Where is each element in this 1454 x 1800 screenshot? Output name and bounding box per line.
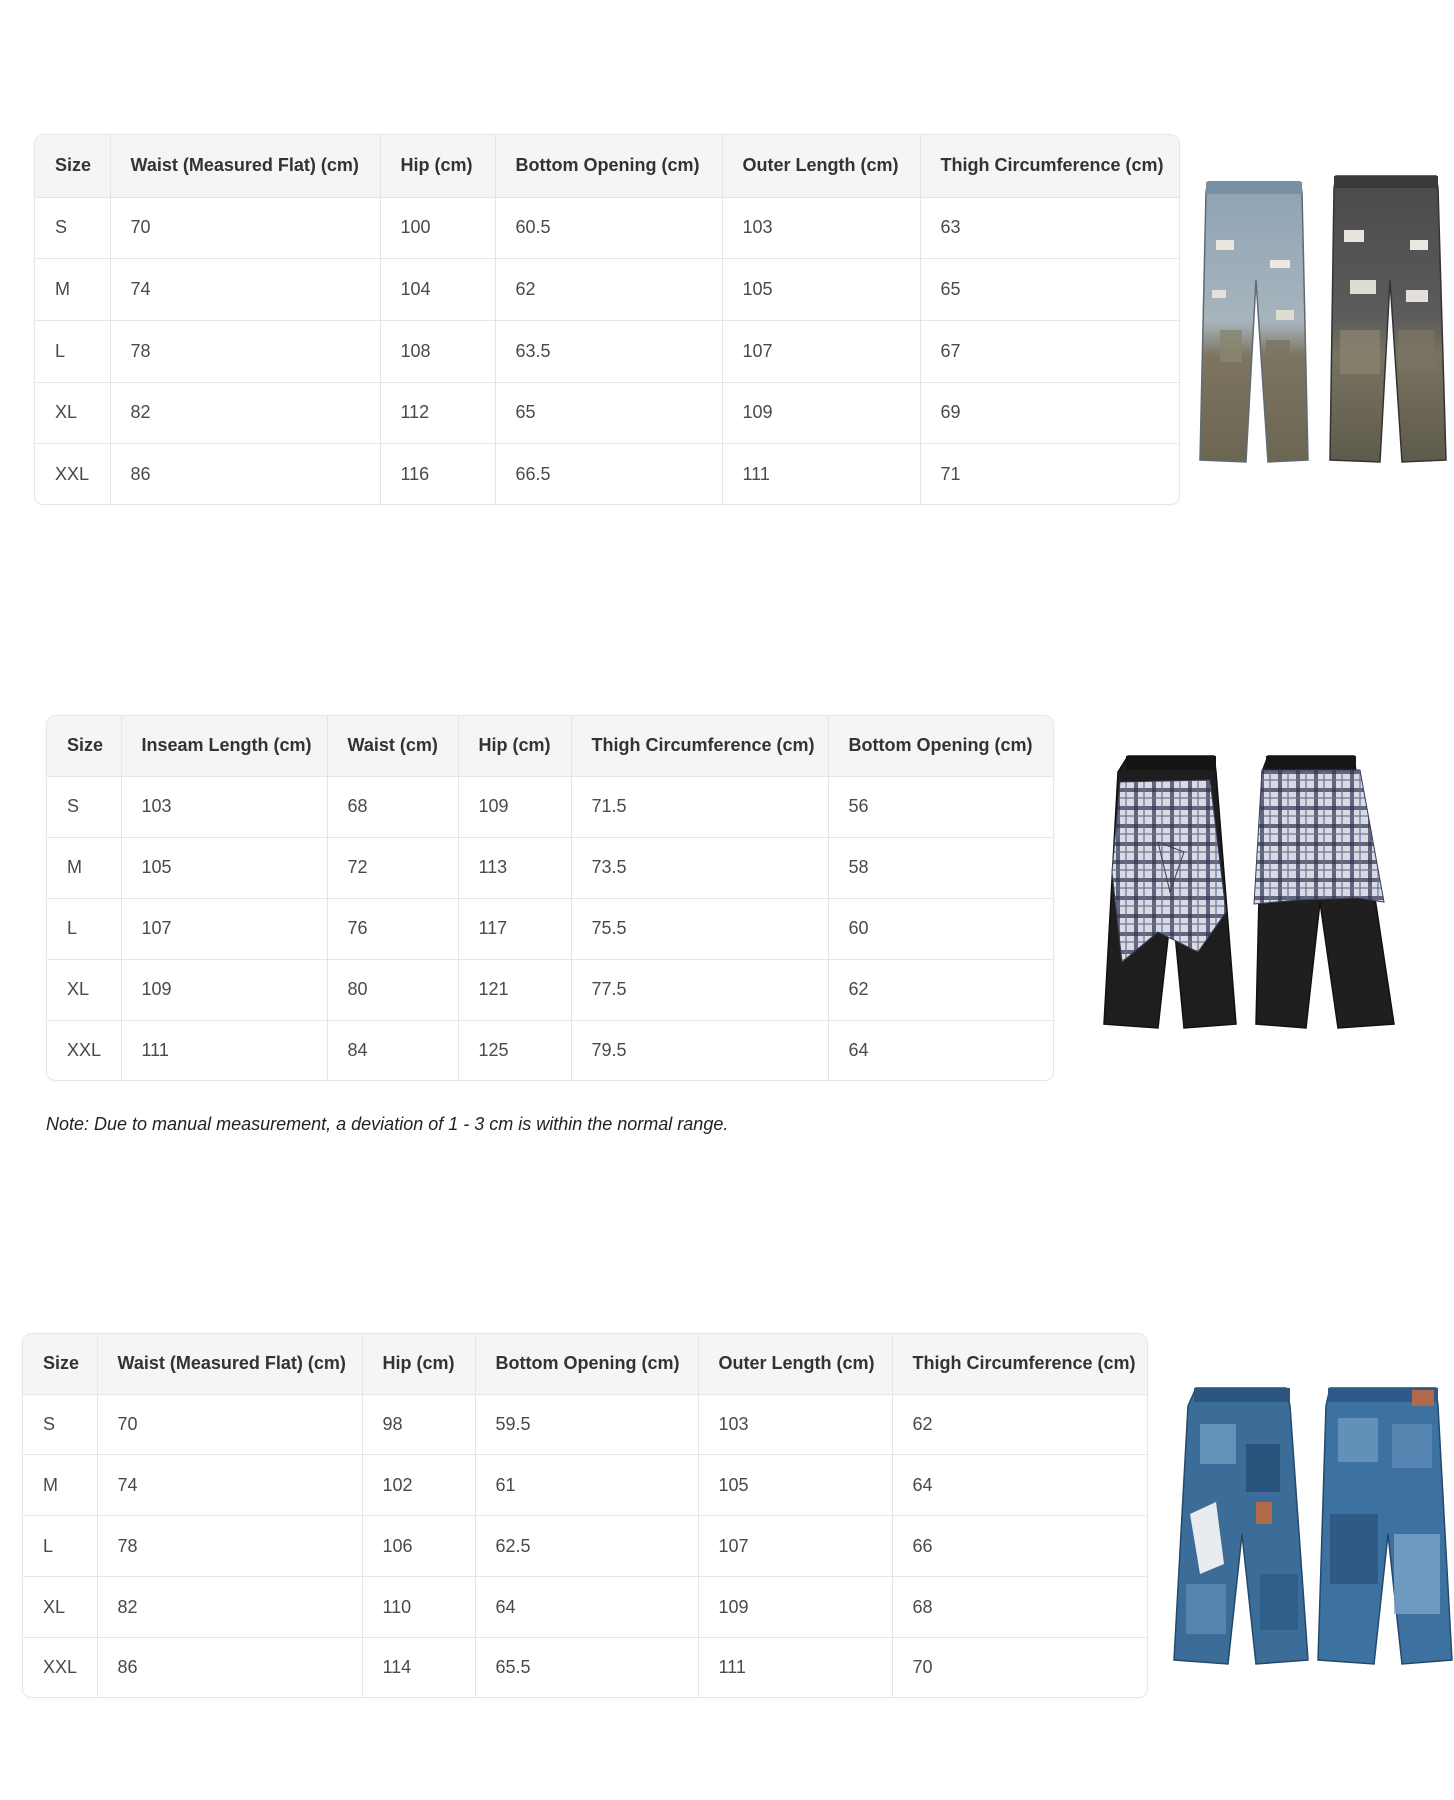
table-row <box>35 259 1179 321</box>
table-cell: S <box>23 1394 97 1455</box>
table-cell: XL <box>23 1577 97 1638</box>
table-cell: L <box>47 898 121 959</box>
header-cell: Waist (Measured Flat) (cm) <box>110 135 380 197</box>
header-cell: Size <box>23 1334 97 1394</box>
table-cell: 107 <box>698 1516 892 1577</box>
table-cell: 109 <box>722 382 920 444</box>
table-cell: 103 <box>698 1394 892 1455</box>
table-cell: 110 <box>362 1577 475 1638</box>
table-cell: 74 <box>110 259 380 321</box>
table-cell: 105 <box>121 837 327 898</box>
header-cell: Outer Length (cm) <box>698 1334 892 1394</box>
table-cell: 111 <box>121 1020 327 1080</box>
table-cell: 62 <box>495 259 722 321</box>
left-pants-icon <box>1104 756 1236 1028</box>
table-cell: 112 <box>380 382 495 444</box>
table-header-row <box>47 716 1053 776</box>
table-cell: 64 <box>475 1577 698 1638</box>
table-row <box>47 898 1053 959</box>
header-cell: Size <box>35 135 110 197</box>
table-cell: 114 <box>362 1638 475 1698</box>
table-cell: 79.5 <box>571 1020 828 1080</box>
right-jeans-icon <box>1330 176 1446 462</box>
header-cell: Thigh Circumference (cm) <box>920 135 1179 197</box>
table-cell: 80 <box>327 959 458 1020</box>
table-cell: 64 <box>892 1455 1147 1516</box>
patchwork-denim-jeans-image <box>1170 1384 1454 1670</box>
table-cell: 103 <box>722 197 920 259</box>
table-cell: 108 <box>380 320 495 382</box>
table-cell: 109 <box>458 776 571 837</box>
table-row <box>35 382 1179 444</box>
table-row <box>47 1020 1053 1080</box>
table-cell: 70 <box>110 197 380 259</box>
table-row <box>47 837 1053 898</box>
left-denim-icon <box>1174 1388 1308 1664</box>
header-cell: Inseam Length (cm) <box>121 716 327 776</box>
table-cell: 62 <box>892 1394 1147 1455</box>
table-cell: 78 <box>110 320 380 382</box>
header-cell: Thigh Circumference (cm) <box>892 1334 1147 1394</box>
table-cell: 63.5 <box>495 320 722 382</box>
table-cell: 65.5 <box>475 1638 698 1698</box>
table-cell: XXL <box>23 1638 97 1698</box>
table-cell: 67 <box>920 320 1179 382</box>
table-cell: S <box>35 197 110 259</box>
plaid-shirt-pants-image <box>1098 752 1400 1034</box>
table-row <box>23 1638 1147 1698</box>
table-cell: 104 <box>380 259 495 321</box>
table-row <box>35 320 1179 382</box>
table-cell: M <box>35 259 110 321</box>
table-header-row <box>35 135 1179 197</box>
table-cell: 56 <box>828 776 1053 837</box>
table-cell: 59.5 <box>475 1394 698 1455</box>
table-cell: 71.5 <box>571 776 828 837</box>
table-cell: 73.5 <box>571 837 828 898</box>
table-cell: M <box>47 837 121 898</box>
table-cell: 64 <box>848 1039 869 1060</box>
header-cell: Size <box>47 716 121 776</box>
table-cell: 109 <box>121 959 327 1020</box>
size-table-1 <box>34 134 1180 505</box>
table-cell: 71 <box>940 463 961 484</box>
table-cell: 109 <box>698 1577 892 1638</box>
header-cell: Outer Length (cm) <box>722 135 920 197</box>
header-cell: Hip (cm) <box>362 1334 475 1394</box>
table-cell: XL <box>35 382 110 444</box>
header-cell: Waist (Measured Flat) (cm) <box>97 1334 362 1394</box>
table-cell: 105 <box>698 1455 892 1516</box>
header-cell: Hip (cm) <box>458 716 571 776</box>
header-cell: Hip (cm) <box>380 135 495 197</box>
table-header-row <box>23 1334 1147 1394</box>
table-cell: 125 <box>458 1020 571 1080</box>
table-row <box>35 197 1179 259</box>
table-cell: 107 <box>722 320 920 382</box>
table-row <box>23 1516 1147 1577</box>
table-cell: 65 <box>920 259 1179 321</box>
table-cell: 68 <box>892 1577 1147 1638</box>
right-pants-icon <box>1254 756 1394 1028</box>
table-cell: 60.5 <box>495 197 722 259</box>
table-cell: 77.5 <box>571 959 828 1020</box>
distressed-camo-jeans-image <box>1190 170 1450 470</box>
measurement-note: Note: Due to manual measurement, a deviation of 1 - 3 cm is within the normal range. <box>46 1114 729 1134</box>
size-table-3 <box>22 1333 1148 1698</box>
header-cell: Thigh Circumference (cm) <box>571 716 828 776</box>
table-cell: M <box>23 1455 97 1516</box>
table-cell: 113 <box>458 837 571 898</box>
table-cell: 68 <box>327 776 458 837</box>
table-cell: 63 <box>920 197 1179 259</box>
table-cell: XXL <box>35 444 110 504</box>
table-cell: 98 <box>362 1394 475 1455</box>
header-cell: Bottom Opening (cm) <box>495 135 722 197</box>
table-cell: 78 <box>97 1516 362 1577</box>
table-row <box>47 959 1053 1020</box>
table-cell: L <box>35 320 110 382</box>
table-cell: 102 <box>362 1455 475 1516</box>
table-cell: 69 <box>920 382 1179 444</box>
table-cell: 70 <box>97 1394 362 1455</box>
table-cell: 103 <box>121 776 327 837</box>
table-cell: 111 <box>722 444 920 504</box>
table-cell: XL <box>47 959 121 1020</box>
header-cell: Bottom Opening (cm) <box>828 716 1053 776</box>
table-cell: 62.5 <box>475 1516 698 1577</box>
header-cell: Waist (cm) <box>327 716 458 776</box>
table-row <box>23 1577 1147 1638</box>
table-cell: 61 <box>475 1455 698 1516</box>
table-cell: 106 <box>362 1516 475 1577</box>
table-cell: 116 <box>380 444 495 504</box>
table-cell: 76 <box>327 898 458 959</box>
table-cell: 111 <box>698 1638 892 1698</box>
table-cell: 75.5 <box>571 898 828 959</box>
table-cell: L <box>23 1516 97 1577</box>
left-jeans-icon <box>1200 182 1308 462</box>
table-row <box>47 776 1053 837</box>
table-cell: S <box>47 776 121 837</box>
table-row <box>23 1455 1147 1516</box>
table-row <box>23 1394 1147 1455</box>
table-cell: 60 <box>828 898 1053 959</box>
table-cell: 70 <box>912 1657 933 1677</box>
table-cell: 86 <box>97 1638 362 1698</box>
table-cell: 100 <box>380 197 495 259</box>
table-cell: 121 <box>458 959 571 1020</box>
table-cell: 66.5 <box>495 444 722 504</box>
header-cell: Bottom Opening (cm) <box>475 1334 698 1394</box>
table-cell: 82 <box>110 382 380 444</box>
table-cell: 82 <box>97 1577 362 1638</box>
table-cell: 62 <box>828 959 1053 1020</box>
right-denim-icon <box>1318 1388 1452 1664</box>
table-cell: 72 <box>327 837 458 898</box>
table-cell: 65 <box>495 382 722 444</box>
table-cell: 84 <box>327 1020 458 1080</box>
table-cell: 86 <box>110 444 380 504</box>
table-cell: 74 <box>97 1455 362 1516</box>
table-row <box>35 444 1179 504</box>
table-cell: XXL <box>47 1020 121 1080</box>
size-table-2 <box>46 715 1054 1081</box>
table-cell: 66 <box>892 1516 1147 1577</box>
table-cell: 105 <box>722 259 920 321</box>
table-cell: 107 <box>121 898 327 959</box>
table-cell: 117 <box>458 898 571 959</box>
table-cell: 58 <box>828 837 1053 898</box>
